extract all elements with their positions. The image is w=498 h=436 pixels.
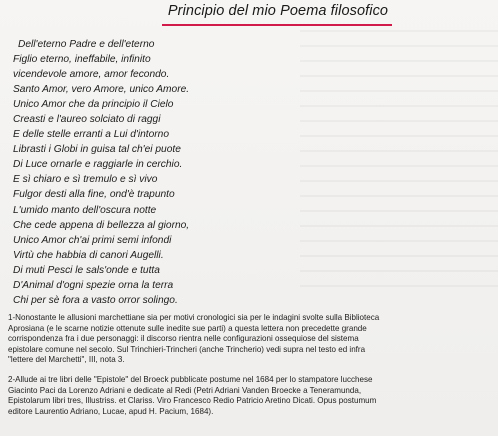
poem-line: Di muti Pesci le sals'onde e tutta	[13, 264, 160, 276]
footnote-line: Epistolarum libri tres, Illustriss. et Clariss. Viro Francesco Redio Patricio Aretino Dicati. Opus postumum	[8, 396, 377, 406]
poem-line: Unico Amor ch'ai primi semi infondi	[13, 234, 172, 246]
bleed-through-texture	[300, 30, 498, 300]
poem-line: Chi per sè fora a vasto orror solingo.	[13, 294, 178, 306]
footnote-line: epistolare comune nel secolo. Sul Trinchieri-Trincheri (anche Trincherio) vedi supra nel testo ed infra	[8, 344, 366, 354]
footnote-line: "lettere del Marchetti", III, nota 3.	[8, 355, 125, 365]
poem-line: Figlio eterno, ineffabile, infinito	[13, 54, 151, 66]
footnote-line: editore Laurentio Adriano, Lucae, apud H. Pacium, 1684).	[8, 406, 214, 416]
poem-line: Di Luce ornarle e raggiarle in cerchio.	[13, 159, 183, 171]
footnote-line: 1-Nonostante le allusioni marchettiane sia per motivi cronologici sia per le indagini svolte sulla Biblioteca	[8, 313, 380, 322]
poem-line: D'Animal d'ogni spezie orna la terra	[13, 279, 174, 291]
poem-line: Santo Amor, vero Amore, unico Amore.	[13, 84, 190, 96]
footnote-line: Giacinto Paci da Lorenzo Adriani e dedicate al Redi (Petri Adriani Vanden Broecke a Teneramunda,	[8, 385, 362, 395]
footnote-line: Aprosiana (e le scarne notizie ottenute sulle inedite sue parti) a questa lettera non precedette grande	[8, 323, 367, 333]
poem-line: Fulgor desti alla fine, ond'è trapunto	[13, 189, 175, 201]
footnote-line: 2-Allude ai tre libri delle "Epistole" del Broeck pubblicate postume nel 1684 per lo stampatore lucchese	[8, 374, 373, 384]
footnote-2	[8, 375, 492, 417]
footnote-line: corrispondenza fra i due personaggi: il discorso rientra nelle configurazioni ossequiose del sistema	[8, 334, 359, 344]
poem-line: Unico Amor che da principio il Cielo	[13, 99, 174, 111]
poem-line: Virtù che habbia di canori Augelli.	[13, 249, 164, 261]
footnotes	[8, 313, 492, 417]
poem-line: vicendevole amore, amor fecondo.	[13, 69, 170, 81]
poem-line: L'umido manto dell'oscura notte	[13, 204, 157, 216]
title-underline	[162, 24, 392, 26]
title-block	[162, 3, 394, 19]
poem	[13, 37, 313, 308]
poem-line: E delle stelle erranti a Lui d'intorno	[13, 129, 169, 141]
poem-line: E sì chiaro e sì tremulo e sì vivo	[13, 174, 158, 186]
poem-line: Librasti i Globi in guisa tal ch'ei puote	[13, 144, 181, 156]
footnote-1	[8, 313, 492, 366]
poem-line: Che cede appena di bellezza al giorno,	[13, 219, 190, 231]
page-title: Principio del mio Poema filosofico	[167, 3, 389, 19]
poem-line: Creasti e l'aureo solciato di raggi	[13, 114, 161, 126]
poem-line: Dell'eterno Padre e dell'eterno	[18, 39, 155, 50]
